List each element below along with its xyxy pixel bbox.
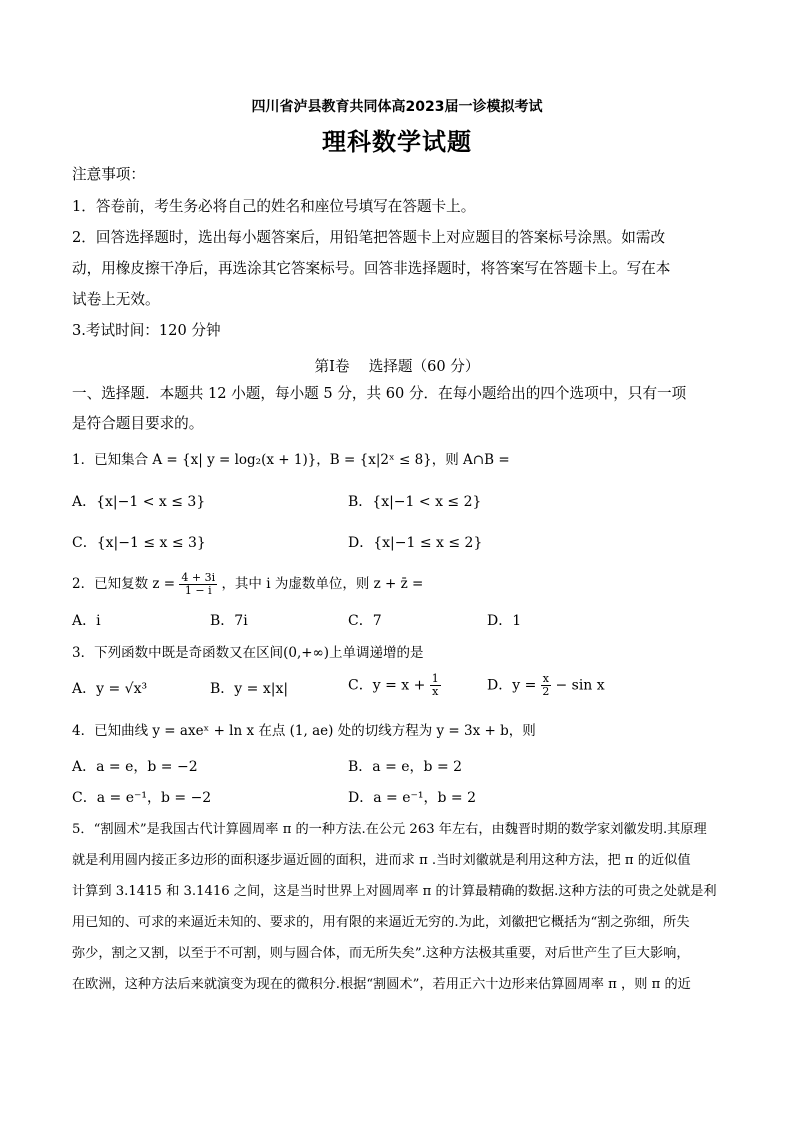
question-5-line-5: 弥少，割之又割，以至于不可割，则与圆合体，而无所失矣”.这种方法极其重要，对后世产生了巨大影响， <box>72 946 690 961</box>
exam-title: 理科数学试题 <box>322 128 472 156</box>
question-2-fraction-denominator: 1 − i <box>184 584 212 597</box>
question-2-option-d: D．1 <box>487 613 522 629</box>
question-3-option-d-fraction <box>541 673 551 698</box>
question-5-line-2: 就是利用圆内接正多边形的面积逐步逼近圆的面积，进而求 π .当时刘徽就是利用这种方法，把 π 的近似值 <box>72 853 691 868</box>
question-4-stem: 4．已知曲线 y = axeˣ + ln x 在点 (1, ae) 处的切线方程为 y = 3x + b，则 <box>72 723 536 739</box>
question-2-stem-prefix: 2．已知复数 z = <box>72 576 176 592</box>
notes-item-2-line-1: 2．回答选择题时，选出每小题答案后，用铅笔把答题卡上对应题目的答案标号涂黑。如需改 <box>72 229 666 246</box>
question-4-option-b: B．a = e，b = 2 <box>348 759 463 775</box>
question-1-option-a: A．{x|−1 < x ≤ 3} <box>72 494 206 510</box>
question-2-stem <box>72 572 423 597</box>
question-2-option-a: A．i <box>72 613 101 629</box>
question-3-stem: 3．下列函数中既是奇函数又在区间(0,+∞)上单调递增的是 <box>72 645 424 661</box>
question-2-stem-suffix: ，其中 i 为虚数单位，则 z + z̄ = <box>221 576 424 592</box>
question-3-option-a: A．y = √x³ <box>72 681 148 697</box>
question-5-line-3: 计算到 3.1415 和 3.1416 之间，这是当时世界上对圆周率 π 的计算最精确的数据.这种方法的可贵之处就是利 <box>72 884 717 899</box>
question-1-stem: 1．已知集合 A = {x| y = log₂(x + 1)}，B = {x|2ˣ ≤ 8}，则 A∩B = <box>72 452 510 468</box>
question-5-line-1: 5．“割圆术”是我国古代计算圆周率 π 的一种方法.在公元 263 年左右，由魏晋时期的数学家刘徽发明.其原理 <box>72 822 707 837</box>
notes-heading: 注意事项： <box>72 166 145 183</box>
notes-item-3: 3.考试时间：120 分钟 <box>72 322 221 339</box>
question-4-option-a: A．a = e，b = −2 <box>72 759 198 775</box>
question-3-option-d-prefix: D．y = <box>487 677 537 694</box>
question-2-option-b: B．7i <box>210 613 248 629</box>
section-title: 第Ⅰ卷 选择题（60 分） <box>314 358 480 375</box>
exam-subtitle: 四川省泸县教育共同体高2023届一诊模拟考试 <box>251 99 543 115</box>
question-1-option-c: C．{x|−1 ≤ x ≤ 3} <box>72 535 206 551</box>
question-3-option-c-denominator: x <box>432 685 439 698</box>
question-4-option-c: C．a = e⁻¹，b = −2 <box>72 790 212 806</box>
question-1-option-b: B．{x|−1 < x ≤ 2} <box>348 494 482 510</box>
section-intro-line-1: 一、选择题．本题共 12 小题，每小题 5 分，共 60 分．在每小题给出的四个选项中，只有一项 <box>72 385 687 402</box>
question-1-option-d: D．{x|−1 ≤ x ≤ 2} <box>348 535 483 551</box>
question-3-option-c-numerator: 1 <box>431 672 439 685</box>
question-3-option-d <box>487 673 605 698</box>
question-3-option-c-prefix: C．y = x + <box>348 677 426 694</box>
question-5-line-6: 在欧洲，这种方法后来就演变为现在的微积分.根据“割圆术”，若用正六十边形来估算圆周率 π ，则 π 的近 <box>72 977 691 992</box>
question-3-option-c <box>348 673 441 698</box>
question-2-fraction <box>179 572 217 597</box>
notes-item-2-line-3: 试卷上无效。 <box>72 291 160 308</box>
notes-item-1: 1．答卷前，考生务必将自己的姓名和座位号填写在答题卡上。 <box>72 198 476 215</box>
question-3-option-d-suffix: − sin x <box>555 677 605 694</box>
notes-item-2-line-2: 动，用橡皮擦干净后，再选涂其它答案标号。回答非选择题时，将答案写在答题卡上。写在本 <box>72 260 671 277</box>
question-3-option-d-numerator: x <box>542 672 549 685</box>
question-3-option-c-fraction <box>430 673 441 698</box>
section-intro-line-2: 是符合题目要求的。 <box>72 415 204 432</box>
question-3-option-b: B．y = x|x| <box>210 681 289 697</box>
question-2-fraction-numerator: 4 + 3i <box>181 571 216 584</box>
question-2-option-c: C．7 <box>348 613 382 629</box>
question-3-option-d-denominator: 2 <box>542 685 550 698</box>
question-4-option-d: D．a = e⁻¹，b = 2 <box>348 790 476 806</box>
question-5-line-4: 用已知的、可求的来逼近未知的、要求的，用有限的来逼近无穷的.为此，刘徽把它概括为“割之弥细，所失 <box>72 915 690 930</box>
